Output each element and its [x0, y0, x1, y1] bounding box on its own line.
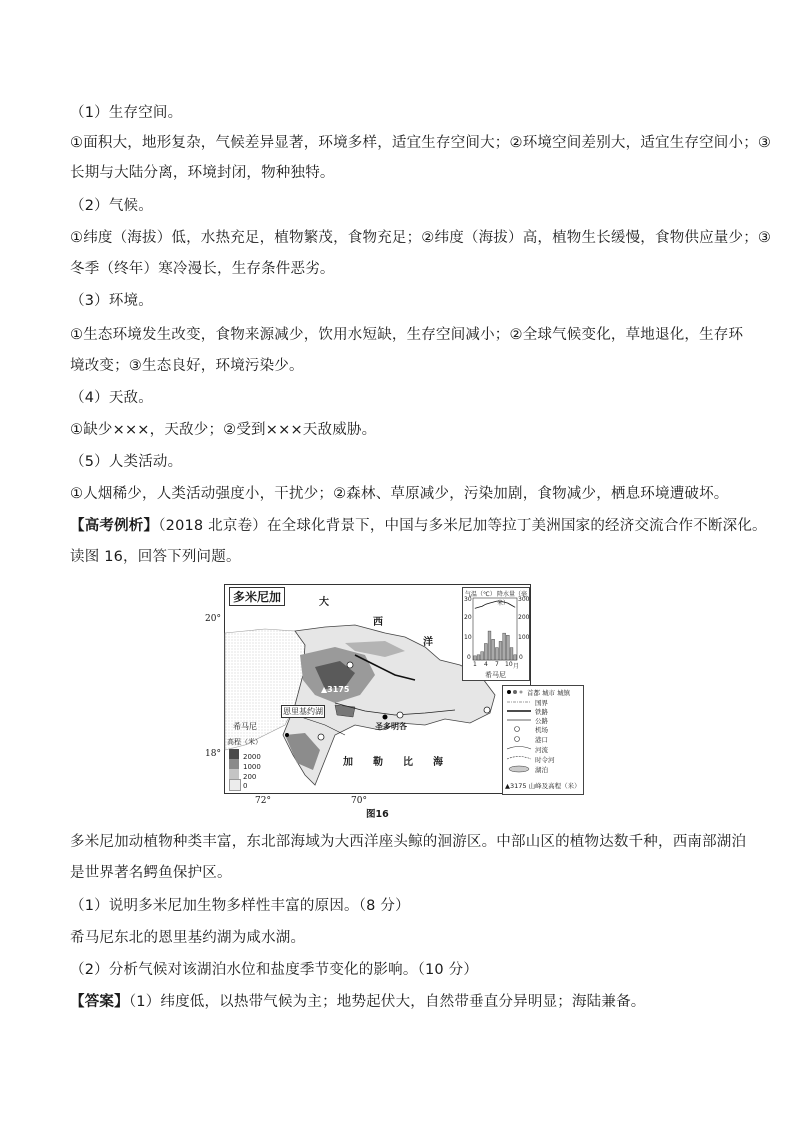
paragraph-line: 冬季（终年）寒冷漫长，生存条件恶劣。: [70, 261, 335, 277]
legend-symbols: [505, 686, 535, 794]
longitude-label-72: 72°: [255, 796, 271, 806]
month-tick: 月: [513, 663, 520, 670]
legend-item: 国界: [535, 699, 548, 707]
sea-label-char: 海: [433, 757, 443, 768]
latitude-label-20: 20°: [205, 614, 221, 624]
heading-environment: （3）环境。: [70, 293, 153, 309]
heading-enemies: （4）天敌。: [70, 390, 153, 406]
precip-tick: 100: [518, 634, 530, 641]
station-label: 希马尼: [485, 671, 506, 679]
airport-icon: [484, 707, 490, 713]
legend-item: ▲3175 山峰及高程（米）: [505, 782, 581, 790]
lake-label: 恩里基约湖: [283, 707, 323, 716]
temperature-line: [475, 601, 515, 608]
question-2: （2）分析气候对该湖泊水位和盐度季节变化的影响。（10 分）: [70, 962, 479, 978]
temp-axis-label: 气温（℃）: [465, 591, 496, 598]
sea-label-char: 勒: [373, 757, 383, 768]
heading-climate: （2）气候。: [70, 198, 153, 214]
sea-label-char: 西: [373, 617, 383, 628]
sea-label-char: 比: [403, 757, 413, 768]
paragraph-line: 境改变；③生态良好，环境污染少。: [70, 358, 304, 374]
city-marker: [285, 733, 289, 737]
temp-tick: 30: [464, 596, 472, 603]
elevation-level: 2000: [243, 753, 261, 761]
airport-icon: [347, 662, 353, 668]
capital-marker: [383, 715, 388, 720]
legend-item: 时令河: [535, 756, 555, 764]
climate-chart: [462, 587, 530, 681]
answer-text: （1）纬度低，以热带气候为主；地势起伏大，自然带垂直分异明显；海陆兼备。: [128, 994, 646, 1010]
precip-tick: 200: [518, 614, 530, 621]
month-tick: 7: [495, 661, 499, 668]
elevation-swatch-high: [229, 749, 239, 759]
longitude-label-70: 70°: [351, 796, 367, 806]
precip-bar: [492, 639, 495, 660]
elevation-level: 1000: [243, 763, 261, 771]
elevation-swatch-low: [229, 769, 239, 779]
month-tick: 10: [505, 661, 513, 668]
precip-bar: [473, 656, 476, 660]
dominican-map-figure: [224, 584, 581, 794]
sea-label-char: 加: [343, 757, 353, 768]
exam-example-intro: [70, 516, 767, 536]
question-1: （1）说明多米尼加生物多样性丰富的原因。（8 分）: [70, 898, 410, 914]
map-title: 多米尼加: [229, 587, 285, 606]
heading-human-activity: （5）人类活动。: [70, 454, 183, 470]
airport-icon: [397, 712, 403, 718]
peak-label: ▲3175: [321, 685, 350, 694]
precip-bar: [514, 655, 517, 660]
precip-tick: 300: [518, 596, 530, 603]
exam-example-source: （2018 北京卷）在全球化背景下，中国与多米尼加等拉丁美洲国家的经济交流合作不断深化。: [158, 518, 767, 534]
elevation-swatch-mid: [229, 759, 239, 769]
paragraph-line: 希马尼东北的恩里基约湖为咸水湖。: [70, 930, 306, 946]
paragraph-line: ①缺少×××，天敌少；②受到×××天敌威胁。: [70, 422, 377, 438]
heading-living-space: （1）生存空间。: [70, 105, 183, 121]
precip-bar: [495, 648, 498, 660]
sea-label-char: 大: [319, 597, 329, 608]
figure-caption: 图16: [366, 809, 389, 820]
elevation-swatch-base: [229, 779, 241, 791]
lake-enriquillo: [335, 705, 355, 717]
legend-item: 公路: [535, 717, 548, 725]
paragraph-line: 是世界著名鳄鱼保护区。: [70, 865, 232, 881]
precip-bar: [510, 648, 513, 660]
precip-bar: [484, 643, 487, 660]
temp-tick: 10: [464, 634, 472, 641]
legend-item: 铁路: [535, 708, 548, 716]
paragraph-line: ①人烟稀少，人类活动强度小，干扰少；②森林、草原减少，污染加剧，食物减少，栖息环境遭破坏。: [70, 486, 729, 502]
temp-tick: 0: [467, 654, 471, 661]
elevation-legend-title: 高程（米）: [227, 738, 262, 746]
precip-bar: [481, 652, 484, 660]
paragraph-line: ①纬度（海拔）低，水热充足，植物繁茂，食物充足；②纬度（海拔）高，植物生长缓慢，食物供应量少；③: [70, 230, 772, 246]
precip-tick: 0: [519, 654, 523, 661]
paragraph-line: 多米尼加动植物种类丰富，东北部海域为大西洋座头鲸的洄游区。中部山区的植物达数千种，西南部湖泊: [70, 834, 747, 850]
legend-item: 河流: [535, 746, 548, 754]
temp-tick: 20: [464, 614, 472, 621]
map-legend: [502, 685, 584, 795]
precip-axis-label: 降水量（毫米）: [497, 591, 528, 607]
legend-item: 湖泊: [535, 766, 548, 774]
answer-line: [70, 992, 730, 1012]
month-tick: 1: [473, 661, 477, 668]
precip-bar: [503, 633, 506, 660]
precip-bar: [488, 631, 491, 660]
paragraph-line: ①面积大，地形复杂，气候差异显著，环境多样，适宜生存空间大；②环境空间差别大，适宜生存空间小；③: [70, 135, 772, 151]
answer-tag: 【答案】: [70, 994, 129, 1010]
precip-bar: [506, 635, 509, 660]
precip-bar: [499, 641, 502, 660]
elevation-legend: [227, 737, 267, 791]
precip-bar: [477, 655, 480, 660]
city-label: 希马尼: [233, 722, 257, 731]
legend-item: 首都 城市 城镇: [527, 689, 571, 697]
sea-label-char: 洋: [423, 637, 433, 648]
paragraph-line: ①生态环境发生改变，食物来源减少，饮用水短缺，生存空间减小；②全球气候变化，草地退化，生存环: [70, 327, 744, 343]
elevation-level: 0: [243, 782, 248, 790]
legend-item: 港口: [535, 736, 548, 744]
legend-item: 机场: [535, 726, 548, 734]
capital-label: 圣多明各: [375, 722, 407, 731]
exam-example-tag: 【高考例析】: [70, 518, 159, 534]
airport-icon: [318, 734, 324, 740]
elevation-level: 200: [243, 773, 257, 781]
paragraph-line: 长期与大陆分离，环境封闭，物种独特。: [70, 165, 335, 181]
exam-example-instruction: 读图 16，回答下列问题。: [70, 549, 241, 565]
latitude-label-18: 18°: [205, 749, 221, 759]
month-tick: 4: [484, 661, 488, 668]
